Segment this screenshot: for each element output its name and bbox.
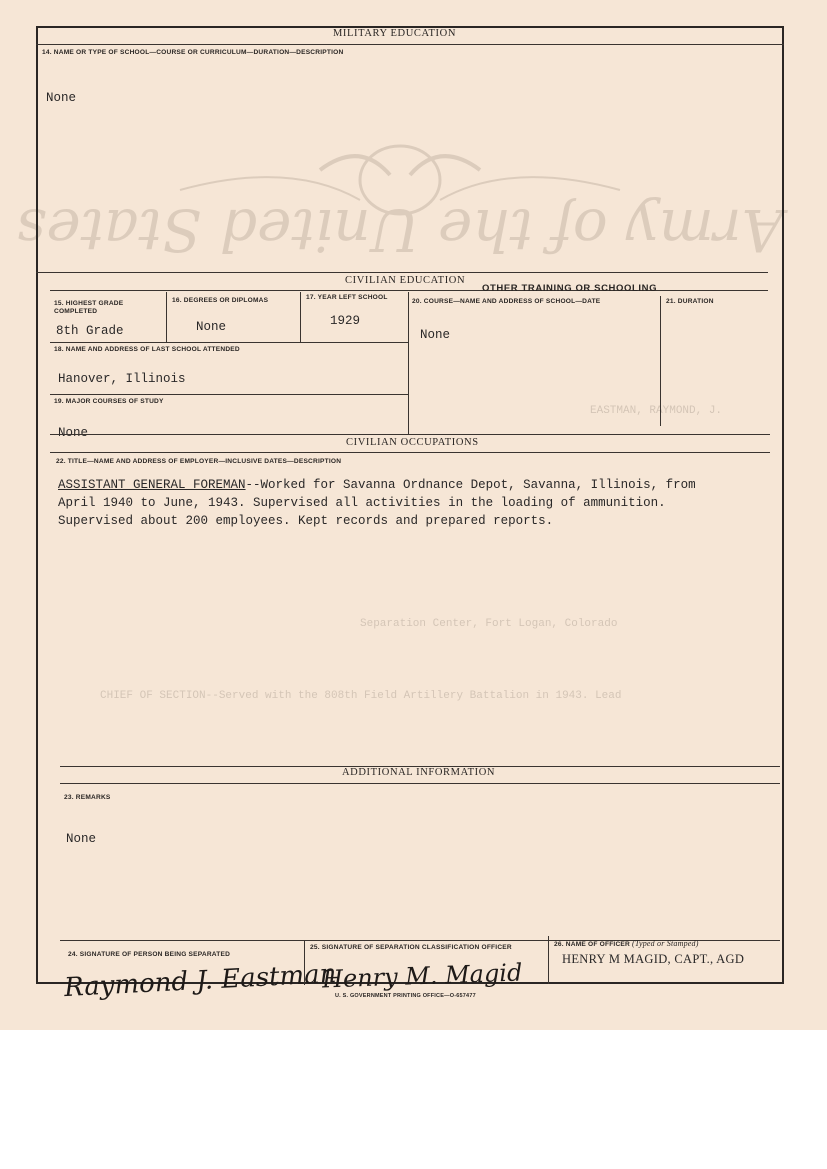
other-training-heading: OTHER TRAINING OR SCHOOLING: [482, 283, 658, 294]
civilian-education-heading: CIVILIAN EDUCATION: [345, 275, 466, 286]
field-23-label: 23. REMARKS: [64, 794, 111, 801]
divider: [408, 292, 409, 434]
field-14-label: 14. NAME OR TYPE OF SCHOOL—COURSE OR CURRICULUM—DURATION—DESCRIPTION: [42, 49, 344, 56]
military-school-value: None: [46, 91, 77, 105]
officer-name-value: HENRY M MAGID, CAPT., AGD: [562, 952, 745, 966]
watermark-text: Army of the United States: [16, 196, 784, 264]
field-16-label: 16. DEGREES OR DIPLOMAS: [172, 297, 269, 304]
military-education-heading: MILITARY EDUCATION: [333, 28, 457, 39]
divider: [36, 272, 768, 273]
field-26-label: 26. NAME OF OFFICER (Typed or Stamped): [554, 939, 699, 948]
bleed-through-text: Separation Center, Fort Logan, Colorado: [360, 618, 618, 630]
divider: [50, 434, 770, 435]
divider: [50, 394, 408, 395]
field-24-label: 24. SIGNATURE OF PERSON BEING SEPARATED: [68, 951, 231, 958]
highest-grade-value: 8th Grade: [56, 324, 124, 338]
occupation-title: ASSISTANT GENERAL FOREMAN: [58, 478, 246, 492]
remarks-value: None: [66, 832, 97, 846]
field-25-label: 25. SIGNATURE OF SEPARATION CLASSIFICATION OFFICER: [310, 944, 512, 951]
officer-signature: Henry M. Magid: [321, 958, 523, 994]
occupation-description: [58, 476, 778, 530]
bleed-through-text: EASTMAN, RAYMOND, J.: [590, 405, 723, 417]
bleed-through-text: CHIEF OF SECTION--Served with the 808th Field Artillery Battalion in 1943. Lead: [100, 690, 622, 702]
field-22-label: 22. TITLE—NAME AND ADDRESS OF EMPLOYER—INCLUSIVE DATES—DESCRIPTION: [56, 458, 342, 465]
divider: [60, 783, 780, 784]
printer-line: U. S. GOVERNMENT PRINTING OFFICE—O-657477: [335, 993, 476, 999]
field-15-label: 15. HIGHEST GRADE COMPLETED: [54, 300, 124, 315]
occupation-line-3: Supervised about 200 employees. Kept records and prepared reports.: [58, 514, 554, 528]
civilian-occupations-heading: CIVILIAN OCCUPATIONS: [346, 437, 479, 448]
occupation-line-2: April 1940 to June, 1943. Supervised all activities in the loading of ammunition.: [58, 496, 666, 510]
occupation-line-1: --Worked for Savanna Ordnance Depot, Savanna, Illinois, from: [245, 478, 696, 492]
divider: [50, 342, 408, 343]
field-18-label: 18. NAME AND ADDRESS OF LAST SCHOOL ATTENDED: [54, 346, 240, 353]
divider: [50, 452, 770, 453]
field-21-label: 21. DURATION: [666, 298, 714, 305]
last-school-value: Hanover, Illinois: [58, 372, 186, 386]
field-19-label: 19. MAJOR COURSES OF STUDY: [54, 398, 164, 405]
divider: [36, 44, 784, 45]
other-course-value: None: [420, 328, 451, 342]
major-courses-value: None: [58, 426, 89, 440]
degrees-value: None: [196, 320, 227, 334]
divider: [548, 936, 549, 984]
field-20-label: 20. COURSE—NAME AND ADDRESS OF SCHOOL—DATE: [412, 298, 601, 305]
person-signature: Raymond J. Eastman: [63, 958, 338, 1004]
divider: [50, 290, 768, 291]
year-left-value: 1929: [330, 314, 361, 328]
field-17-label: 17. YEAR LEFT SCHOOL: [306, 294, 388, 301]
additional-information-heading: ADDITIONAL INFORMATION: [342, 767, 496, 778]
divider: [660, 296, 661, 426]
divider: [300, 292, 301, 342]
divider: [166, 292, 167, 342]
